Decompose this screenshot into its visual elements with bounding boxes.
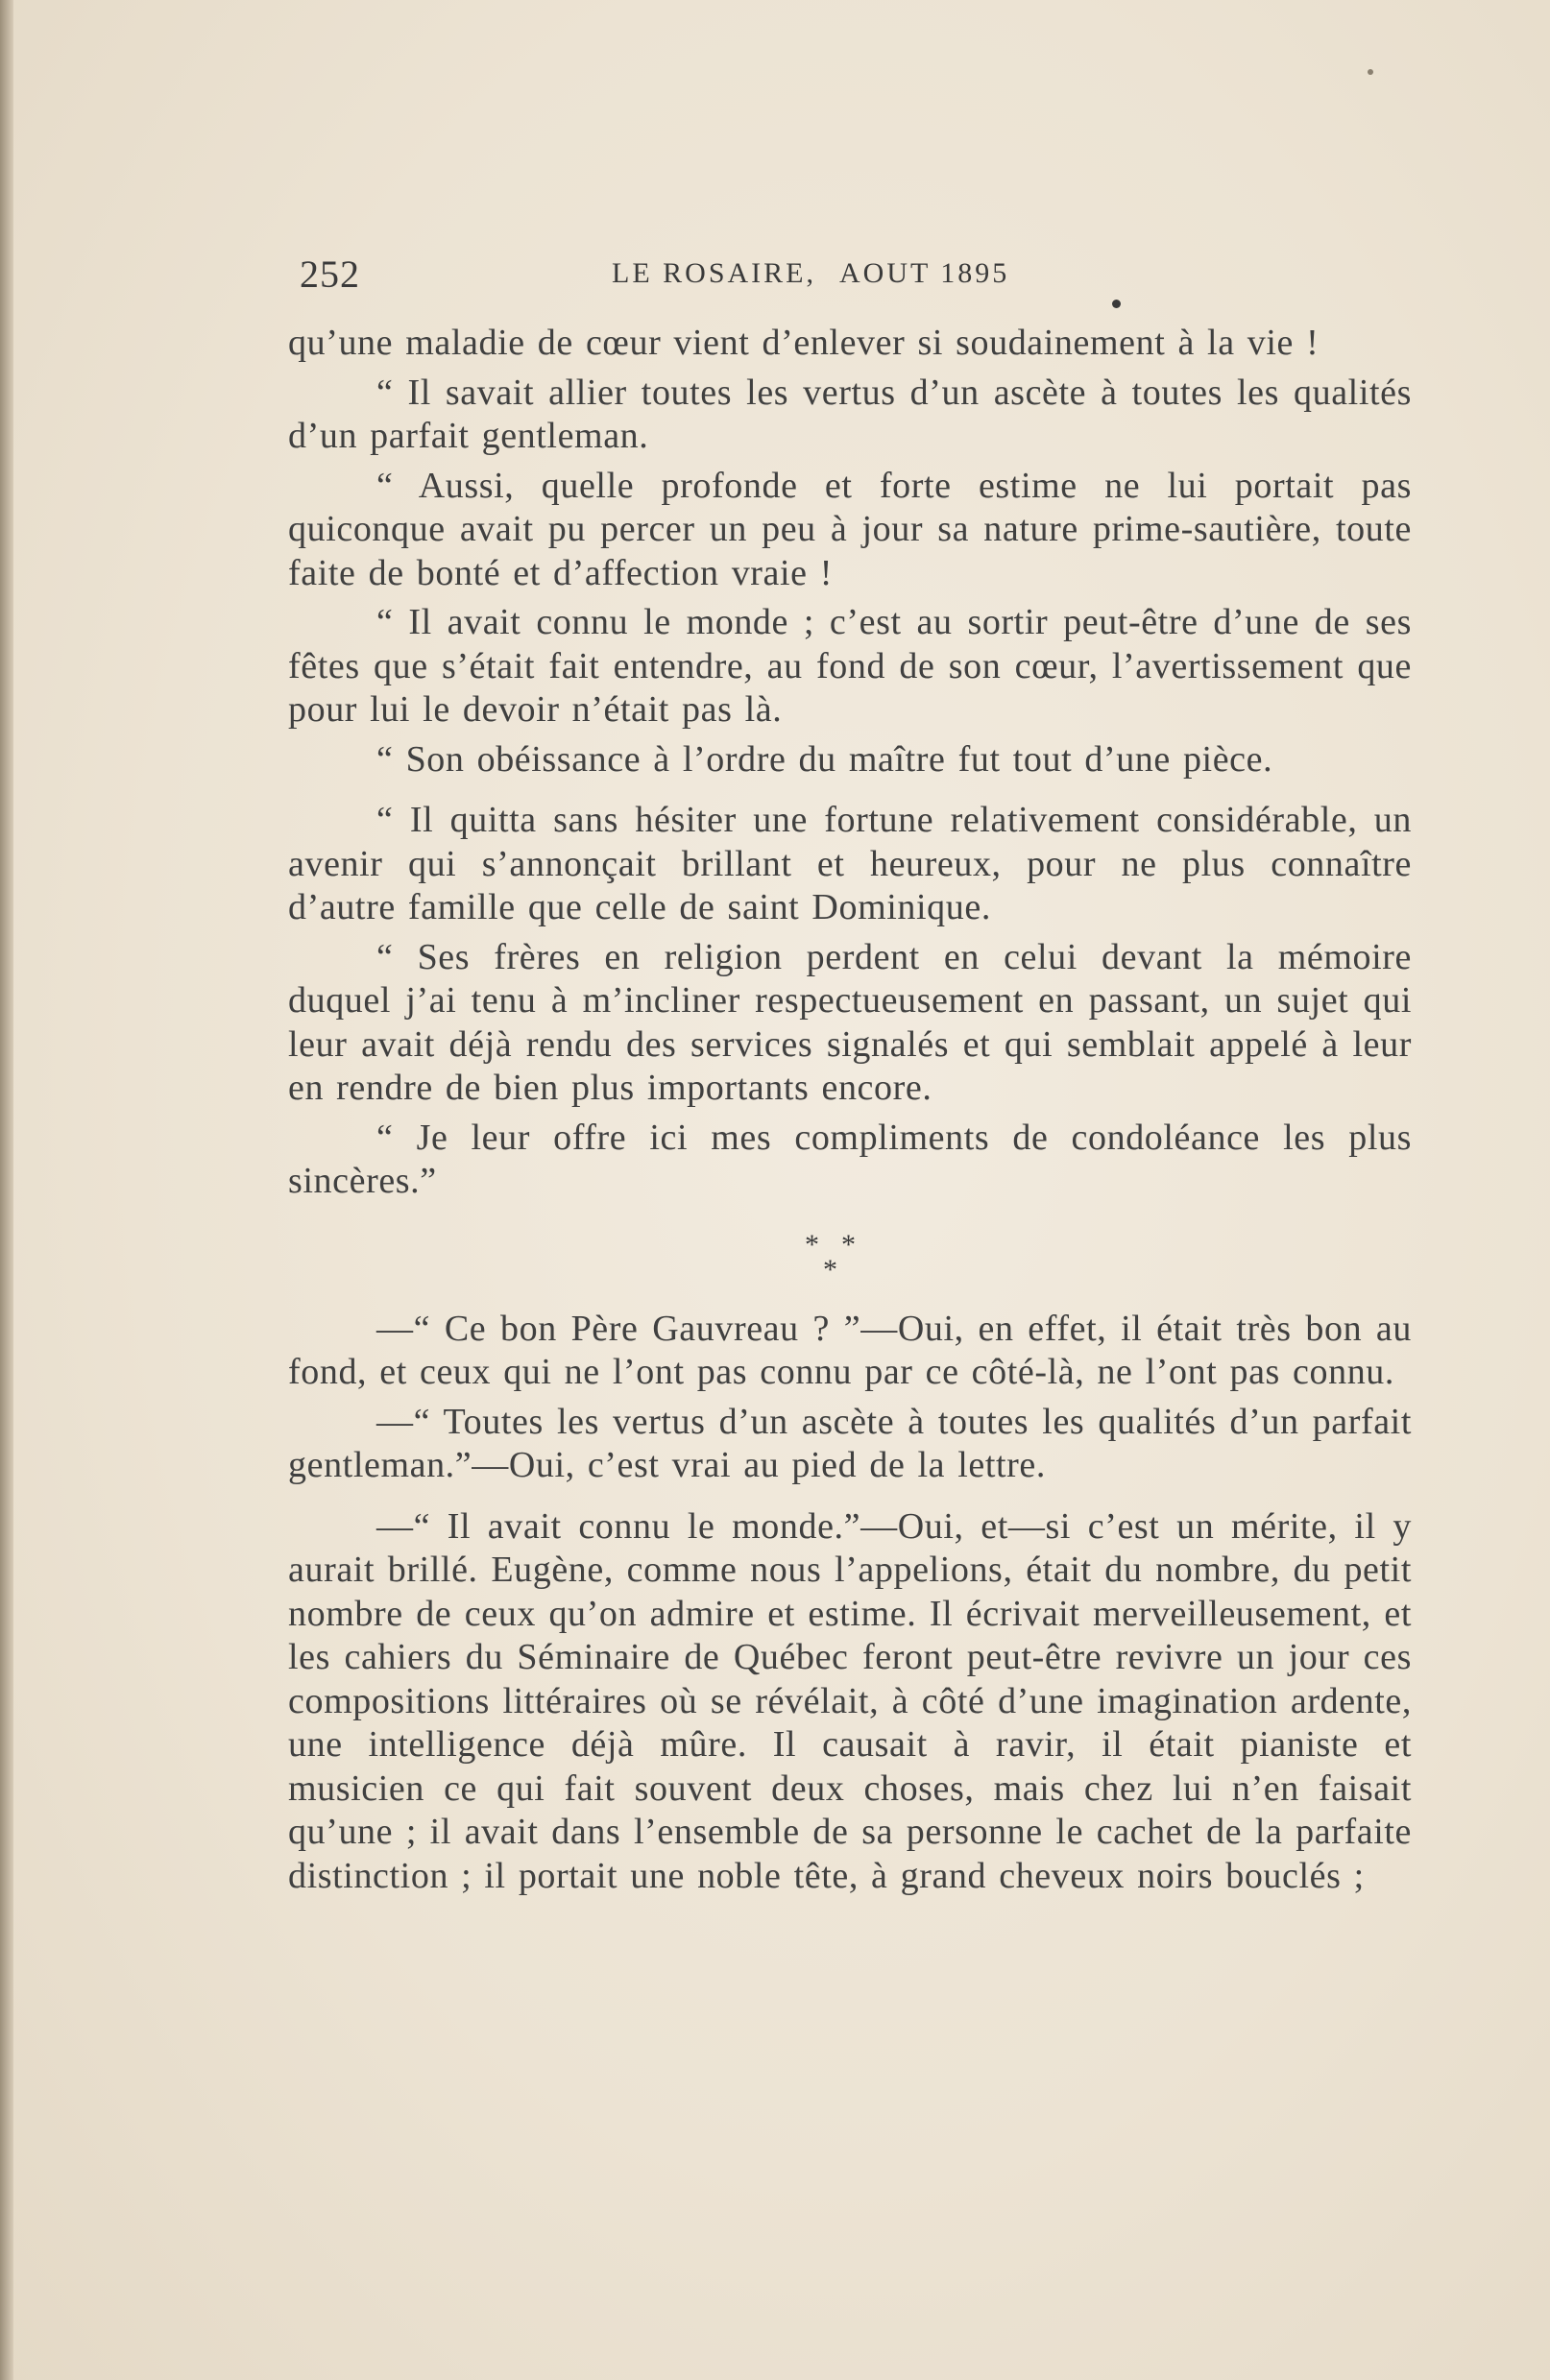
paragraph: “ Il quitta sans hésiter une fortune relativement considérable, un avenir qui s’annonçait brillant et heureux, pour ne plus connaître d’autre famille que celle de saint Dominique. <box>288 800 1412 927</box>
paragraph: —“ Il avait connu le monde.”—Oui, et—si c’est un mérite, il y aurait brillé. Eugène, comme nous l’appelions, était du nombre, du petit nombre de ceux qu’on admire et estime. Il écrivait merveilleusement, et les cahiers du Séminaire de Québec feront peut-être revivre un jour ces compositions littéraires où se révélait, à côté d’une imagination ardente, une intelligence déjà mûre. Il causait à ravir, il était pianiste et musicien ce qui fait souvent deux choses, mais chez lui n’en faisait qu’une ; il avait dans l’ensemble de sa personne le cachet de la parfaite distinction ; il portait une noble tête, à grand cheveux noirs bouclés ; <box>288 1505 1412 1896</box>
header-dot <box>1112 300 1121 308</box>
running-head <box>612 257 1009 290</box>
asterism <box>288 1214 1412 1300</box>
paragraph: “ Il avait connu le monde ; c’est au sortir peut-être d’une de ses fêtes que s’était fait entendre, au fond de son cœur, l’avertissement que pour lui le devoir n’était pas là. <box>288 602 1412 730</box>
paper-speck <box>1368 69 1373 75</box>
paragraph: —“ Ce bon Père Gauvreau ? ”—Oui, en effet, il était très bon au fond, et ceux qui ne l’ont pas connu par ce côté-là, ne l’ont pas connu. <box>288 1308 1412 1392</box>
page-number: 252 <box>300 252 360 296</box>
paragraph: “ Il savait allier toutes les vertus d’un ascète à toutes les qualités d’un parfait gentleman. <box>288 372 1412 456</box>
asterism-star: * <box>841 1228 857 1261</box>
asterism-star: * <box>823 1253 838 1286</box>
asterism-star: * <box>805 1228 820 1261</box>
body-text <box>288 322 1412 1898</box>
paragraph: qu’une maladie de cœur vient d’enlever si soudainement à la vie ! <box>288 323 1320 363</box>
running-head-date: AOUT 1895 <box>839 257 1010 289</box>
paragraph: —“ Toutes les vertus d’un ascète à toutes les qualités d’un parfait gentleman.”—Oui, c’est vrai au pied de la lettre. <box>288 1401 1412 1485</box>
paragraph: “ Son obéissance à l’ordre du maître fut tout d’une pièce. <box>376 738 1273 780</box>
page-spine-shadow <box>0 0 13 2380</box>
paragraph: “ Ses frères en religion perdent en celui devant la mémoire duquel j’ai tenu à m’incliner respectueusement en passant, un sujet qui leur avait déjà rendu des services signalés et qui semblait appelé à leur en rendre de bien plus importants encore. <box>288 936 1412 1108</box>
page-header <box>300 252 1414 300</box>
paragraph: “ Aussi, quelle profonde et forte estime ne lui portait pas quiconque avait pu percer un peu à jour sa nature prime-sautière, toute faite de bonté et d’affection vraie ! <box>288 465 1412 593</box>
running-head-title: LE ROSAIRE, <box>612 257 816 289</box>
paragraph: “ Je leur offre ici mes compliments de condoléance les plus sincères.” <box>288 1117 1412 1201</box>
